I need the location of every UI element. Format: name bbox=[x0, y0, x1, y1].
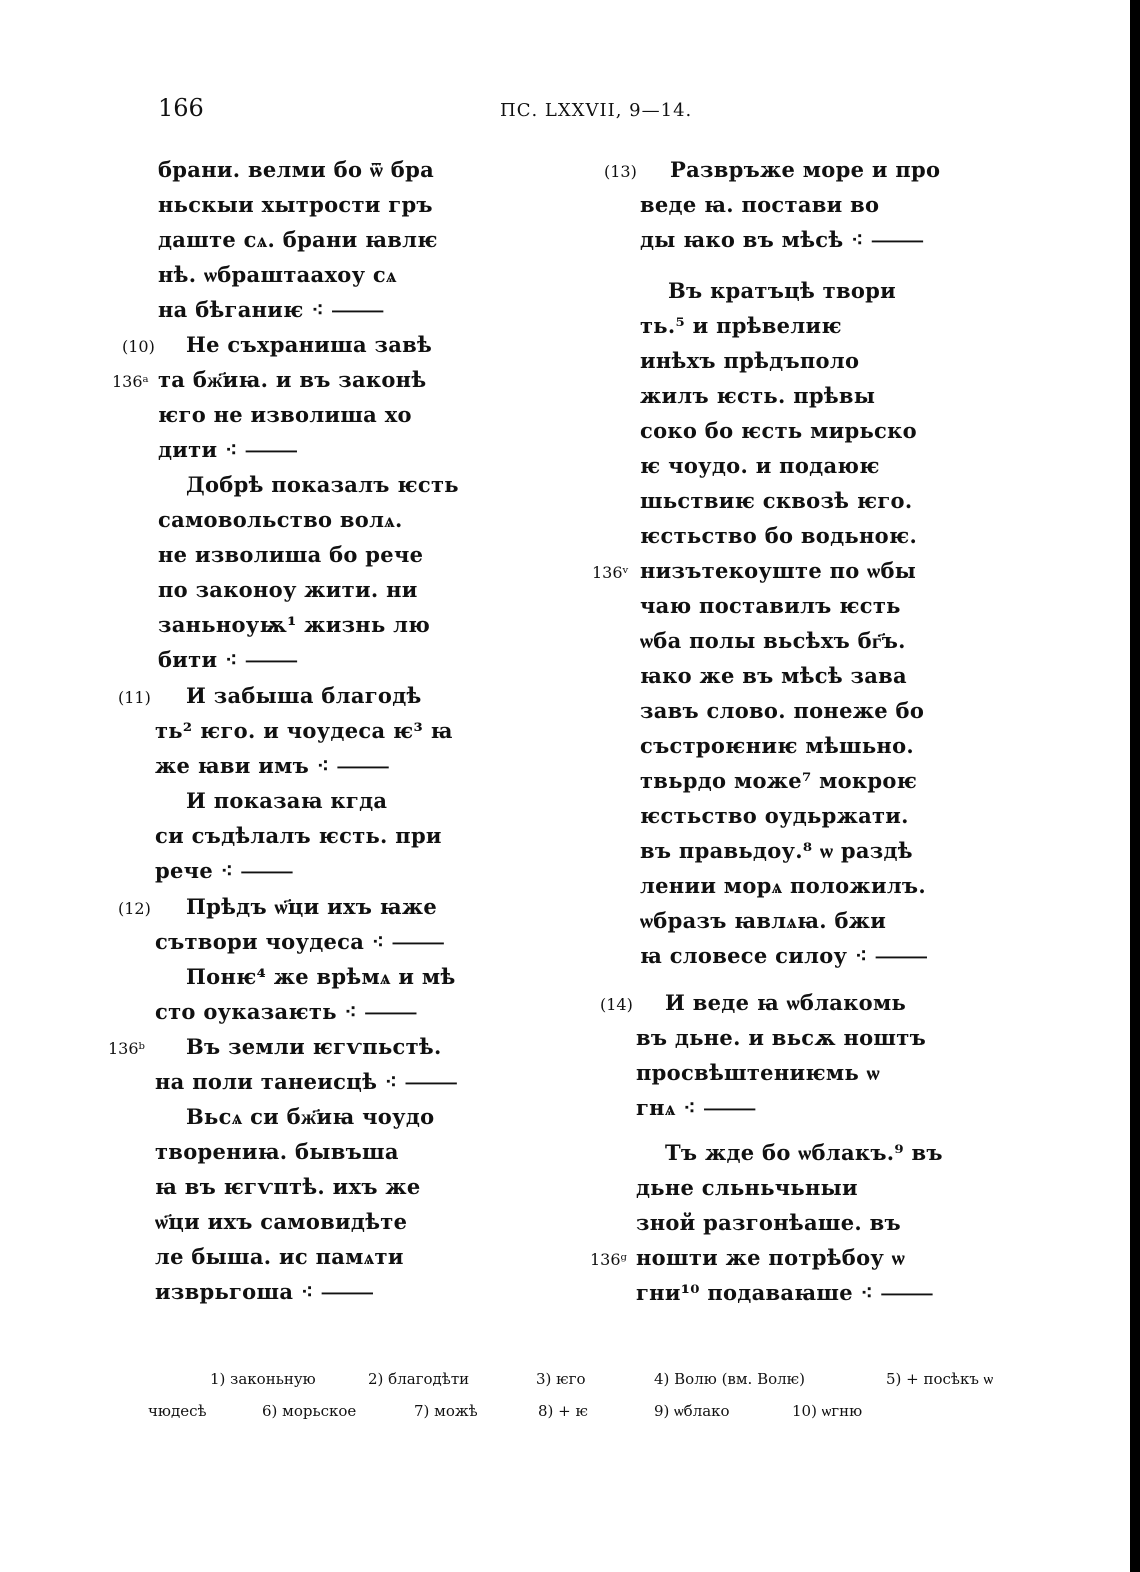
text-line: ꙗ въ ѥгѵптѣ. ихъ же bbox=[155, 1174, 421, 1199]
text-line: по законоу жити. ни bbox=[158, 577, 418, 602]
footnote: 1) законьную bbox=[210, 1370, 316, 1388]
verse-number: (12) bbox=[118, 899, 151, 918]
footnote: 10) ѡгню bbox=[792, 1402, 863, 1420]
footnote: 3) ѥго bbox=[536, 1370, 586, 1388]
footnote: 4) Волю (вм. Волѥ) bbox=[654, 1370, 806, 1388]
text-line: на поли танеисцѣ ⁖ ⸻ bbox=[155, 1069, 458, 1094]
verse-number: (14) bbox=[600, 995, 633, 1014]
text-line: Добрѣ показалъ ѥсть bbox=[186, 472, 459, 497]
text-line: И веде ꙗ ѡблакомь bbox=[665, 990, 907, 1015]
text-line: изврьгоша ⁖ ⸻ bbox=[155, 1279, 374, 1304]
text-line: Не съхраниша завѣ bbox=[186, 332, 433, 357]
verse-number: (13) bbox=[604, 162, 637, 181]
footnote: 9) ѡблако bbox=[654, 1402, 730, 1420]
text-line: на бѣганиѥ ⁖ ⸻ bbox=[158, 297, 385, 322]
footnote: 6) морьское bbox=[262, 1402, 357, 1420]
margin-reference: 136ᵇ bbox=[108, 1039, 145, 1058]
text-line: зной разгонѣаше. въ bbox=[636, 1210, 901, 1235]
footnotes-row-2 bbox=[0, 1402, 1130, 1426]
text-line: рече ⁖ ⸻ bbox=[155, 858, 294, 883]
text-line: ть² ѥго. и чоудеса ѥ³ ꙗ bbox=[155, 718, 453, 743]
footnotes-row-1 bbox=[0, 1370, 1130, 1394]
text-line: ꙗ словесе силоу ⁖ ⸻ bbox=[640, 943, 928, 968]
text-line: гни¹⁰ подаваꙗше ⁖ ⸻ bbox=[636, 1280, 934, 1305]
text-line: ньскыи хытрости гръ bbox=[158, 192, 433, 217]
text-line: бити ⁖ ⸻ bbox=[158, 647, 298, 672]
text-line: ѥго не изволиша хо bbox=[158, 402, 412, 427]
text-line: си съдѣлалъ ѥсть. при bbox=[155, 823, 442, 848]
text-line: инѣхъ прѣдъполо bbox=[640, 348, 860, 373]
text-line: самовольство волѧ. bbox=[158, 507, 403, 532]
text-line: жилъ ѥсть. прѣвы bbox=[640, 383, 876, 408]
text-line: просвѣштениѥмь ѡ bbox=[636, 1060, 880, 1085]
text-line: ѥстьство бо водьноѥ. bbox=[640, 523, 918, 548]
text-line: дити ⁖ ⸻ bbox=[158, 437, 298, 462]
margin-reference: 136ᵛ bbox=[592, 563, 629, 582]
footnote: 2) благодѣти bbox=[368, 1370, 470, 1388]
text-line: ѥстьство оудьржати. bbox=[640, 803, 909, 828]
text-line: Прѣдъ ѡ҃ци ихъ ꙗже bbox=[186, 894, 438, 919]
text-line: сътвори чоудеса ⁖ ⸻ bbox=[155, 929, 445, 954]
text-line: въ правьдоу.⁸ ѡ раздѣ bbox=[640, 838, 913, 863]
text-line: ѥ чоудо. и подаюѥ bbox=[640, 453, 880, 478]
text-line: завъ слово. понеже бо bbox=[640, 698, 925, 723]
text-line: твьрдо може⁷ мокроѥ bbox=[640, 768, 918, 793]
text-line: ле быша. ис памѧти bbox=[155, 1244, 404, 1269]
text-line: И забыша благодѣ bbox=[186, 683, 422, 708]
text-line: сто оуказаѥть ⁖ ⸻ bbox=[155, 999, 418, 1024]
text-line: низътекоуште по ѡбы bbox=[640, 558, 917, 583]
text-line: състроѥниѥ мѣшьно. bbox=[640, 733, 915, 758]
text-line: Въ земли ѥгѵпьстѣ. bbox=[186, 1034, 442, 1059]
margin-reference: 136ᵍ bbox=[590, 1250, 627, 1269]
text-line: Развръже море и про bbox=[670, 157, 941, 182]
text-line: шьствиѥ сквозѣ ѥго. bbox=[640, 488, 913, 513]
text-line: лении морѧ положилъ. bbox=[640, 873, 926, 898]
page-number: 166 bbox=[158, 94, 204, 122]
text-line: гнѧ ⁖ ⸻ bbox=[636, 1095, 757, 1120]
text-line: въ дьне. и вьсѫ ноштъ bbox=[636, 1025, 927, 1050]
text-line: чаю поставилъ ѥсть bbox=[640, 593, 901, 618]
text-line: ꙗко же въ мѣсѣ зава bbox=[640, 663, 907, 688]
text-line: ѡбразъ ꙗвлѧꙗ. бжи bbox=[640, 908, 887, 933]
text-line: ѡба полы вьсѣхъ бг҃ъ. bbox=[640, 628, 906, 653]
text-line: брани. велми бо ѿ бра bbox=[158, 157, 434, 182]
text-line: же ꙗви имъ ⁖ ⸻ bbox=[155, 753, 390, 778]
footnote: чюдесѣ bbox=[148, 1402, 207, 1420]
footnote: 8) + ѥ bbox=[538, 1402, 589, 1420]
text-line: ѡ҃ци ихъ самовидѣте bbox=[155, 1209, 408, 1234]
text-line: ды ꙗко въ мѣсѣ ⁖ ⸻ bbox=[640, 227, 924, 252]
page-edge-rule bbox=[1130, 0, 1140, 1572]
text-line: веде ꙗ. постави во bbox=[640, 192, 880, 217]
text-line: ношти же потрѣбоу ѡ bbox=[636, 1245, 906, 1270]
text-line: не изволиша бо рече bbox=[158, 542, 424, 567]
footnote: 7) можѣ bbox=[414, 1402, 478, 1420]
running-head: ПС. LXXVII, 9—14. bbox=[500, 100, 693, 121]
text-line: заньноуѭ¹ жизнь лю bbox=[158, 612, 431, 637]
verse-number: (10) bbox=[122, 337, 155, 356]
text-line: Вьсѧ си бж҃иꙗ чоудо bbox=[186, 1104, 435, 1129]
text-line: Тъ жде бо ѡблакъ.⁹ въ bbox=[665, 1140, 943, 1165]
text-line: творениꙗ. бывъша bbox=[155, 1139, 399, 1164]
text-line: дьне сльньчьныи bbox=[636, 1175, 858, 1200]
text-line: Въ кратъцѣ твори bbox=[668, 278, 897, 303]
text-line: соко бо ѥсть мирьско bbox=[640, 418, 917, 443]
text-line: Понѥ⁴ же врѣмѧ и мѣ bbox=[186, 964, 456, 989]
footnote: 5) + посѣкъ ѡ bbox=[886, 1370, 994, 1388]
margin-reference: 136ᵃ bbox=[112, 372, 149, 391]
verse-number: (11) bbox=[118, 688, 151, 707]
text-line: даште сѧ. брани ꙗвлѥ bbox=[158, 227, 438, 252]
text-line: И показаꙗ кгда bbox=[186, 788, 388, 813]
text-line: нѣ. ѡбраштаахоу сѧ bbox=[158, 262, 397, 287]
text-line: ть.⁵ и прѣвелиѥ bbox=[640, 313, 842, 338]
text-line: та бж҃иꙗ. и въ законѣ bbox=[158, 367, 427, 392]
